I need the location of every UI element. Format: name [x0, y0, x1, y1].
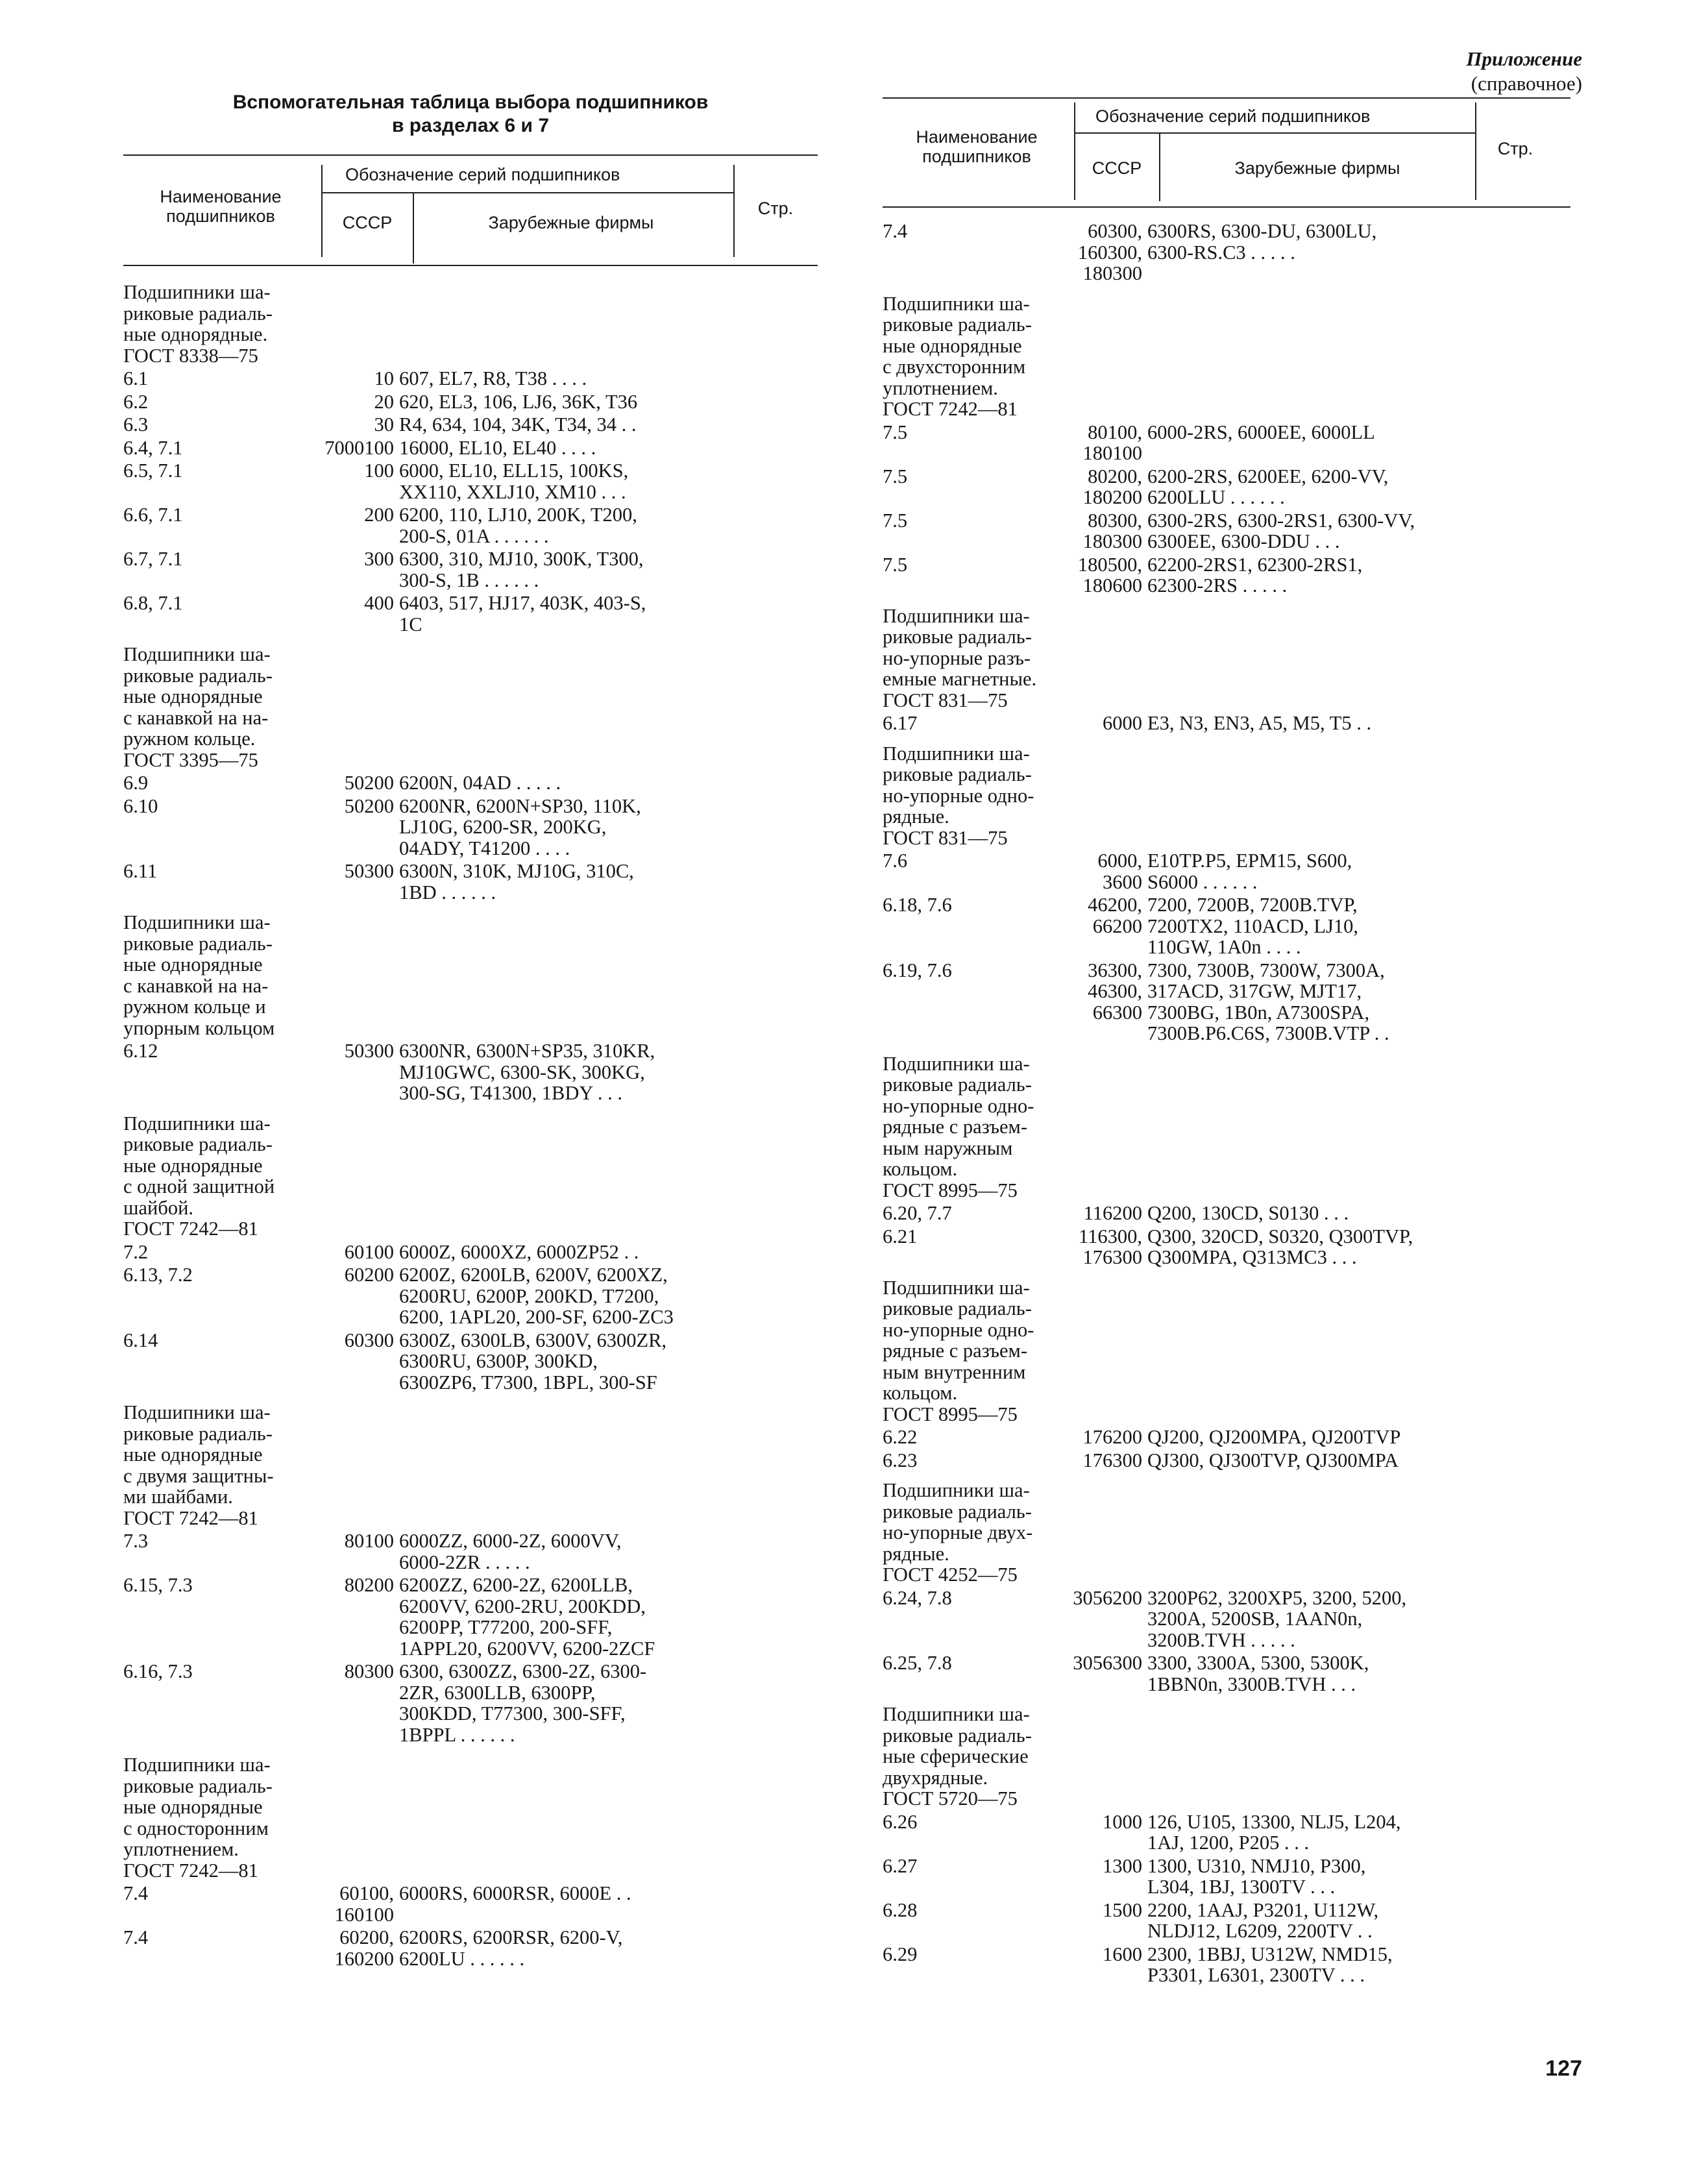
- row-section-ref: 7.4: [123, 1926, 149, 1948]
- row-ussr-series: 50200: [344, 794, 394, 817]
- row-section-ref: 6.23: [883, 1449, 918, 1471]
- table-row: [883, 422, 1570, 464]
- bearing-group-title: Подшипники ша- риковые радиаль- ные однорядные. ГОСТ 8338—75: [123, 281, 273, 367]
- table-row: [123, 1264, 818, 1328]
- row-ussr-series: 176200: [1082, 1426, 1142, 1448]
- row-foreign-codes: 6300NR, 6300N+SP35, 310KR, MJ10GWC, 6300-SK, 300KG, 300-SG, T41300, 1BDY . . .: [399, 1040, 655, 1104]
- bearing-group-title: Подшипники ша- риковые радиаль- ные однорядные с односторонним уплотнением. ГОСТ 7242—81: [123, 1754, 273, 1882]
- row-foreign-codes: 6200Z, 6200LB, 6200V, 6200XZ, 6200RU, 6200P, 200KD, T7200, 6200, 1APL20, 200-SF, 6200-ZC3: [399, 1264, 674, 1328]
- row-foreign-codes: 3300, 3300A, 5300, 5300K, 1BBN0n, 3300B.TVH . . .: [1147, 1652, 1369, 1695]
- row-foreign-codes: 6200, 110, LJ10, 200K, T200, 200-S, 01A . . . . . .: [399, 504, 637, 547]
- header-ussr-right: СССР: [1092, 158, 1142, 178]
- table-row: [123, 414, 818, 436]
- row-foreign-codes: 6200ZZ, 6200-2Z, 6200LLB, 6200VV, 6200-2RU, 200KDD, 6200PP, T77200, 200-SFF, 1APPL20, 6200VV, 6200-2ZCF: [399, 1574, 655, 1660]
- row-ussr-series: 200: [364, 504, 394, 526]
- row-foreign-codes: 6300RS, 6300-DU, 6300LU, 6300-RS.C3 . . . . .: [1147, 220, 1377, 264]
- row-foreign-codes: 6000RS, 6000RSR, 6000E . .: [399, 1882, 631, 1904]
- row-section-ref: 6.18, 7.6: [883, 894, 952, 916]
- bearing-group-title: Подшипники ша- риковые радиаль- но-упорные одно- рядные. ГОСТ 831—75: [883, 742, 1034, 849]
- row-section-ref: 6.1: [123, 367, 149, 389]
- table-row: [123, 1040, 818, 1104]
- table-row: [883, 1450, 1570, 1471]
- row-foreign-codes: 2200, 1AAJ, P3201, U112W, NLDJ12, L6209, 2200TV . .: [1147, 1898, 1379, 1942]
- row-section-ref: 6.12: [123, 1040, 158, 1062]
- row-ussr-series: 80300: [344, 1660, 394, 1682]
- row-foreign-codes: 7300, 7300B, 7300W, 7300A, 317ACD, 317GW, MJT17, 7300BG, 1B0n, A7300SPA, 7300B.P6.C6S, 7300B.VTP . .: [1147, 959, 1389, 1044]
- table-row: [123, 437, 818, 459]
- row-section-ref: 7.6: [883, 850, 908, 872]
- bearing-group-title: Подшипники ша- риковые радиаль- ные сферические двухрядные. ГОСТ 5720—75: [883, 1703, 1032, 1810]
- row-foreign-codes: E10TP.P5, EPM15, S600, S6000 . . . . . .: [1147, 850, 1352, 893]
- row-ussr-series: 6000: [1103, 712, 1142, 734]
- table-title: Вспомогательная таблица выбора подшипников в разделах 6 и 7: [232, 92, 709, 136]
- row-foreign-codes: 6200NR, 6200N+SP30, 110K, LJ10G, 6200-SR, 200KG, 04ADY, T41200 . . . .: [399, 794, 641, 859]
- row-foreign-codes: 7200, 7200B, 7200B.TVP, 7200TX2, 110ACD, LJ10, 110GW, 1A0n . . . .: [1147, 894, 1359, 958]
- row-section-ref: 6.13, 7.2: [123, 1264, 193, 1286]
- row-foreign-codes: E3, N3, EN3, A5, M5, T5 . .: [1147, 712, 1372, 734]
- table-row: [883, 221, 1570, 284]
- bearing-group-title: Подшипники ша- риковые радиаль- ные однорядные с канавкой на на- ружном кольце. ГОСТ 3395—75: [123, 643, 273, 771]
- table-row: [883, 1856, 1570, 1898]
- table-row: [123, 1927, 818, 1969]
- table-row: [123, 1242, 818, 1263]
- header-series: Обозначение серий подшипников: [345, 165, 620, 184]
- header-series-right: Обозначение серий подшипников: [1095, 106, 1371, 126]
- bearing-group-title: Подшипники ша- риковые радиаль- но-упорные одно- рядные с разъем- ным наружным кольцом. ГОСТ 8995—75: [883, 1052, 1034, 1201]
- row-foreign-codes: 6300, 310, MJ10, 300K, T300, 300-S, 1B . . . . . .: [399, 548, 644, 591]
- row-section-ref: 6.29: [883, 1943, 918, 1965]
- row-foreign-codes: 16000, EL10, EL40 . . . .: [399, 436, 596, 459]
- row-foreign-codes: 126, U105, 13300, NLJ5, L204, 1AJ, 1200, P205 . . .: [1147, 1810, 1401, 1854]
- row-ussr-series: 1600: [1103, 1943, 1142, 1965]
- row-foreign-codes: 6403, 517, HJ17, 403K, 403-S, 1C: [399, 592, 646, 635]
- row-section-ref: 6.28: [883, 1898, 918, 1921]
- row-section-ref: 7.5: [883, 465, 908, 487]
- row-ussr-series: 100: [364, 460, 394, 482]
- row-foreign-codes: 6000-2RS, 6000EE, 6000LL: [1147, 421, 1375, 443]
- bearing-group-title: Подшипники ша- риковые радиаль- ные однорядные с канавкой на на- ружном кольце и упорным кольцом: [123, 911, 275, 1039]
- row-ussr-series: 3056200: [1073, 1586, 1142, 1609]
- row-ussr-series: 60100, 160100: [334, 1882, 394, 1926]
- row-section-ref: 6.16, 7.3: [123, 1660, 193, 1682]
- left-column: [123, 154, 818, 1969]
- row-foreign-codes: 6300N, 310K, MJ10G, 310C, 1BD . . . . . .: [399, 860, 634, 903]
- row-section-ref: 6.26: [883, 1810, 918, 1833]
- table-row: [123, 1883, 818, 1925]
- row-ussr-series: 6000, 3600: [1097, 850, 1142, 893]
- row-ussr-series: 60200: [344, 1264, 394, 1286]
- table-row: [883, 1652, 1570, 1695]
- left-rows: [123, 282, 818, 1969]
- row-section-ref: 6.10: [123, 794, 158, 817]
- row-ussr-series: 300: [364, 548, 394, 570]
- table-row: [123, 1661, 818, 1745]
- right-column: [883, 97, 1570, 1986]
- row-section-ref: 6.3: [123, 413, 149, 436]
- row-foreign-codes: 3200P62, 3200XP5, 3200, 5200, 3200A, 5200SB, 1AAN0n, 3200B.TVH . . . . .: [1147, 1586, 1407, 1651]
- row-ussr-series: 1000: [1103, 1810, 1142, 1833]
- row-section-ref: 6.8, 7.1: [123, 592, 183, 614]
- row-ussr-series: 80200: [344, 1574, 394, 1596]
- row-foreign-codes: 6000Z, 6000XZ, 6000ZP52 . .: [399, 1240, 639, 1263]
- row-section-ref: 6.25, 7.8: [883, 1652, 952, 1674]
- table-row: [883, 1203, 1570, 1224]
- appendix-title: Приложение: [1466, 47, 1582, 70]
- row-ussr-series: 60300: [344, 1329, 394, 1351]
- table-row: [123, 548, 818, 591]
- row-section-ref: 6.2: [123, 390, 149, 413]
- table-row: [883, 554, 1570, 596]
- row-foreign-codes: R4, 634, 104, 34K, T34, 34 . .: [399, 413, 637, 436]
- row-ussr-series: 80200, 180200: [1082, 465, 1142, 508]
- row-ussr-series: 30: [374, 413, 394, 436]
- row-ussr-series: 50200: [344, 772, 394, 794]
- row-foreign-codes: 607, EL7, R8, T38 . . . .: [399, 367, 587, 389]
- table-row: [883, 1427, 1570, 1448]
- bearing-group-title: Подшипники ша- риковые радиаль- ные однорядные с двухсторонним уплотнением. ГОСТ 7242—81: [883, 292, 1032, 420]
- row-section-ref: 6.15, 7.3: [123, 1574, 193, 1596]
- row-section-ref: 6.19, 7.6: [883, 959, 952, 981]
- row-foreign-codes: QJ200, QJ200MPA, QJ200TVP: [1147, 1426, 1401, 1448]
- row-section-ref: 6.6, 7.1: [123, 504, 183, 526]
- row-foreign-codes: Q200, 130CD, S0130 . . .: [1147, 1202, 1349, 1224]
- table-row: [123, 460, 818, 502]
- row-foreign-codes: 6000ZZ, 6000-2Z, 6000VV, 6000-2ZR . . . . .: [399, 1530, 622, 1573]
- appendix-label: [1466, 47, 1582, 96]
- row-ussr-series: 50300: [344, 1040, 394, 1062]
- row-foreign-codes: 620, EL3, 106, LJ6, 36K, T36: [399, 390, 638, 413]
- table-row: [883, 713, 1570, 734]
- table-row: [123, 772, 818, 794]
- table-row: [123, 1530, 818, 1573]
- header-foreign: Зарубежные фирмы: [488, 213, 654, 232]
- row-ussr-series: 80100, 180100: [1082, 421, 1142, 464]
- header-name: Наименование подшипников: [160, 187, 282, 226]
- row-section-ref: 6.27: [883, 1854, 918, 1877]
- row-section-ref: 6.21: [883, 1225, 918, 1247]
- table-row: [123, 1330, 818, 1393]
- row-foreign-codes: 6300, 6300ZZ, 6300-2Z, 6300- 2ZR, 6300LLB, 6300PP, 300KDD, T77300, 300-SFF, 1BPPL . . . . . .: [399, 1660, 647, 1746]
- bearing-group-title: Подшипники ша- риковые радиаль- но-упорные разъ- емные магнетные. ГОСТ 831—75: [883, 604, 1037, 711]
- table-row: [123, 391, 818, 413]
- table-row: [123, 504, 818, 546]
- row-foreign-codes: 2300, 1BBJ, U312W, NMD15, P3301, L6301, 2300TV . . .: [1147, 1943, 1393, 1986]
- table-row: [123, 1575, 818, 1659]
- row-foreign-codes: 6200-2RS, 6200EE, 6200-VV, 6200LLU . . . . . .: [1147, 465, 1389, 508]
- row-section-ref: 6.20, 7.7: [883, 1202, 952, 1224]
- page-number: 127: [1545, 2056, 1582, 2081]
- row-foreign-codes: 62200-2RS1, 62300-2RS1, 62300-2RS . . . . .: [1147, 553, 1363, 596]
- table-row: [883, 1588, 1570, 1651]
- row-foreign-codes: 6200RS, 6200RSR, 6200-V, 6200LU . . . . . .: [399, 1926, 623, 1970]
- row-ussr-series: 1500: [1103, 1898, 1142, 1921]
- table-row: [123, 796, 818, 859]
- row-ussr-series: 80100: [344, 1530, 394, 1552]
- table-row: [123, 861, 818, 903]
- row-section-ref: 6.7, 7.1: [123, 548, 183, 570]
- row-ussr-series: 400: [364, 592, 394, 614]
- row-section-ref: 6.14: [123, 1329, 158, 1351]
- bearing-group-title: Подшипники ша- риковые радиаль- ные однорядные с одной защитной шайбой. ГОСТ 7242—81: [123, 1112, 275, 1240]
- row-foreign-codes: Q300, 320CD, S0320, Q300TVP, Q300MPA, Q313MC3 . . .: [1147, 1225, 1413, 1268]
- row-ussr-series: 116300, 176300: [1079, 1225, 1142, 1268]
- table-row: [883, 894, 1570, 958]
- row-section-ref: 7.5: [883, 421, 908, 443]
- row-ussr-series: 60100: [344, 1240, 394, 1263]
- row-section-ref: 6.11: [123, 860, 158, 882]
- row-foreign-codes: QJ300, QJ300TVP, QJ300MPA: [1147, 1449, 1399, 1471]
- row-section-ref: 6.9: [123, 772, 149, 794]
- row-ussr-series: 36300, 46300, 66300: [1088, 959, 1142, 1024]
- row-ussr-series: 176300: [1082, 1449, 1142, 1471]
- row-foreign-codes: 6000, EL10, ELL15, 100KS, XX110, XXLJ10, XM10 . . .: [399, 460, 629, 503]
- row-section-ref: 7.5: [883, 553, 908, 576]
- table-row: [883, 466, 1570, 508]
- row-ussr-series: 60200, 160200: [334, 1926, 394, 1970]
- row-ussr-series: 7000100: [324, 436, 394, 459]
- table-row: [883, 510, 1570, 552]
- row-section-ref: 7.2: [123, 1240, 149, 1263]
- bearing-group-title: Подшипники ша- риковые радиаль- ные однорядные с двумя защитны- ми шайбами. ГОСТ 7242—81: [123, 1401, 274, 1529]
- row-ussr-series: 46200, 66200: [1088, 894, 1142, 937]
- table-row: [883, 850, 1570, 892]
- row-section-ref: 7.4: [123, 1882, 149, 1904]
- row-ussr-series: 1300: [1103, 1854, 1142, 1877]
- bearing-group-title: Подшипники ша- риковые радиаль- но-упорные одно- рядные с разъем- ным внутренним кольцом. ГОСТ 8995—75: [883, 1276, 1034, 1425]
- row-ussr-series: 10: [374, 367, 394, 389]
- table-row: [883, 1811, 1570, 1854]
- row-section-ref: 6.22: [883, 1426, 918, 1448]
- table-row: [883, 960, 1570, 1044]
- row-section-ref: 7.3: [123, 1530, 149, 1552]
- row-section-ref: 6.17: [883, 712, 918, 734]
- row-ussr-series: 60300, 160300, 180300: [1077, 220, 1142, 284]
- row-ussr-series: 180500, 180600: [1077, 553, 1142, 596]
- row-section-ref: 6.24, 7.8: [883, 1586, 952, 1609]
- table-row: [123, 368, 818, 389]
- row-ussr-series: 50300: [344, 860, 394, 882]
- row-section-ref: 6.4, 7.1: [123, 436, 183, 459]
- right-rows: [883, 221, 1570, 1986]
- row-ussr-series: 20: [374, 390, 394, 413]
- header-page: Стр.: [757, 199, 794, 218]
- header-foreign-right: Зарубежные фирмы: [1234, 158, 1400, 178]
- row-section-ref: 7.4: [883, 220, 908, 242]
- table-row: [883, 1944, 1570, 1986]
- row-ussr-series: 116200: [1083, 1202, 1142, 1224]
- bearing-group-title: Подшипники ша- риковые радиаль- но-упорные двух- рядные. ГОСТ 4252—75: [883, 1479, 1033, 1586]
- table-header: [123, 154, 818, 266]
- appendix-note: (справочное): [1471, 72, 1582, 95]
- row-section-ref: 6.5, 7.1: [123, 460, 183, 482]
- table-row: [883, 1226, 1570, 1268]
- row-foreign-codes: 6300Z, 6300LB, 6300V, 6300ZR, 6300RU, 6300P, 300KD, 6300ZP6, T7300, 1BPL, 300-SF: [399, 1329, 667, 1393]
- row-foreign-codes: 1300, U310, NMJ10, P300, L304, 1BJ, 1300TV . . .: [1147, 1854, 1366, 1898]
- table-row: [123, 593, 818, 635]
- table-row: [883, 1900, 1570, 1942]
- row-section-ref: 7.5: [883, 509, 908, 532]
- row-ussr-series: 3056300: [1073, 1652, 1142, 1674]
- row-foreign-codes: 6300-2RS, 6300-2RS1, 6300-VV, 6300EE, 6300-DDU . . .: [1147, 509, 1415, 552]
- row-ussr-series: 80300, 180300: [1082, 509, 1142, 552]
- row-foreign-codes: 6200N, 04AD . . . . .: [399, 772, 561, 794]
- table-header-right: [883, 97, 1570, 208]
- header-page-right: Стр.: [1497, 139, 1533, 158]
- header-ussr: СССР: [342, 213, 393, 232]
- header-name-right: Наименование подшипников: [916, 127, 1038, 166]
